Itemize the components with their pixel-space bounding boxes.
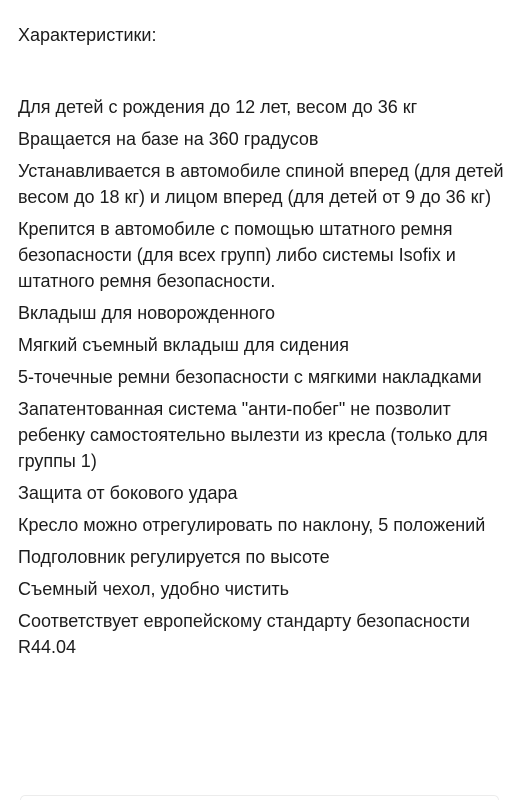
feature-item: Вкладыш для новорожденного — [18, 303, 276, 323]
feature-item: Подголовник регулируется по высоте — [18, 547, 330, 567]
feature-list — [18, 94, 506, 666]
feature-item: Вращается на базе на 360 градусов — [18, 129, 319, 149]
feature-item: Мягкий съемный вкладыш для сидения — [18, 335, 349, 355]
feature-item: Устанавливается в автомобиле спиной вперед (для детей весом до 18 кг) и лицом вперед (для детей от 9 до 36 кг) — [18, 161, 504, 207]
feature-item: Соответствует европейскому стандарту безопасности R44.04 — [18, 611, 470, 657]
feature-item: Запатентованная система "анти-побег" не позволит ребенку самостоятельно вылезти из кресла (только для группы 1) — [18, 399, 488, 471]
next-card-edge — [20, 795, 499, 800]
feature-item: 5-точечные ремни безопасности с мягкими накладками — [18, 367, 482, 387]
feature-item: Крепится в автомобиле с помощью штатного ремня безопасности (для всех групп) либо системы Isofix и штатного ремня безопасности. — [18, 219, 456, 291]
feature-item: Съемный чехол, удобно чистить — [18, 579, 290, 599]
feature-item: Защита от бокового удара — [18, 483, 238, 503]
feature-item: Кресло можно отрегулировать по наклону, 5 положений — [18, 515, 486, 535]
section-heading: Характеристики: — [18, 25, 157, 45]
feature-item: Для детей с рождения до 12 лет, весом до 36 кг — [18, 97, 418, 117]
